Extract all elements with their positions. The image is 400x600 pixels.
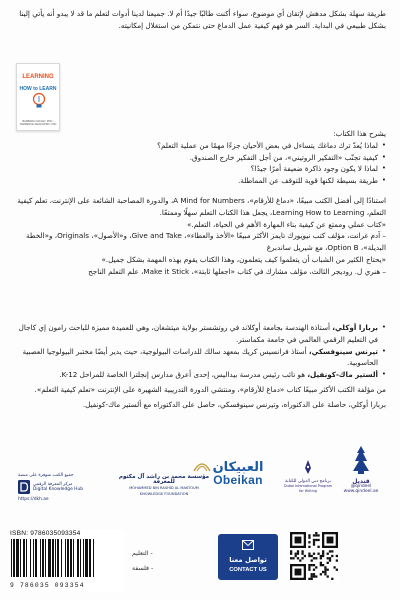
- barcode: [10, 530, 124, 592]
- intro-text: طريقة سهلة بشكل مدهش لإتقان أي موضوع، سواء أكنت طالبًا جيدًا أم لا. جميعنا لدينا أدوات لتعلم ما قد لا يبدو أنه يأتي إلينا بشكل طبيعي في البداية. السر هو فهم كيفية عمل الدماغ حتى نتمكن من استغلال إمكانيته.: [19, 9, 386, 30]
- mbrf-logo: مؤسسة محمد بن راشد آل مكتوم للمعرفة MOHAMMED BIN RASHID AL MAKTOUM KNOWLEDGE FOUNDATION: [118, 475, 210, 497]
- closing-text-1: من مؤلفة الكتب الأكثر مبيعًا كتاب «دماغ للأرقام»، ومنتشي الدورة التدريبية الشهيرة على الإنترنت «تعلم كيفية التعلم».: [34, 384, 386, 394]
- subject-tags: [132, 546, 153, 576]
- bio-name: تيرنس سينوفسكي،: [308, 346, 378, 356]
- cover-title: LEARNING: [22, 74, 54, 80]
- cover-authors: BARBARA OAKLEY, PhD • TERRENCE SEJNOWSKI, PhD: [19, 119, 57, 126]
- bio-sejnowski: [14, 346, 386, 370]
- questions-intro: يشرح هذا الكتاب:: [333, 129, 386, 138]
- bio-text: أستاذة الهندسة بجامعة أوكلاند في روتشستر بولاية ميتشغان، وهي للعميدة مميزة للباحث رامون إي كاجال في التعليم الرقمي العالمي في جامعة مكماستر.: [18, 323, 378, 344]
- dkh-icon: [18, 480, 30, 494]
- bio-text: أستاذ فرانسيس كريك بمعهد سالك للدراسات البيولوجية، حيث يدير أيضًا مختبر البيولوجيا العصبية الحاسوبية.: [22, 346, 378, 368]
- pen-emblem-icon: [299, 459, 317, 475]
- bios-list: [14, 322, 386, 381]
- contact-label-ar: تواصل معنا: [229, 556, 267, 564]
- question-item: • كيفية تجنّب «التفكير الروتيني»، من أجل التفكير خارج الصندوق.: [14, 152, 386, 164]
- quote-2: «يحتاج الكثير من الشباب أن يتعلموا كيف يتعلمون، وهذا الكتاب يقوم بهذه المهمة بشكل جميل.»: [101, 254, 386, 264]
- intro-paragraph: [14, 8, 386, 32]
- dubai-writing-program-logo: برنامج دبي الدولي للكتابة Dubai International Program for Writing: [282, 459, 334, 495]
- bio-text: هو نائب رئيس مدرسة بيداليس، إحدى أعرق مدارس إنجلترا الخاصة للمراحل K-12.: [59, 370, 308, 380]
- barcode-bars: [10, 539, 122, 577]
- qindeel-lamp-icon: [349, 445, 373, 475]
- book-cover-thumbnail: [16, 63, 60, 131]
- summary-section: [14, 195, 386, 278]
- bio-mcconville: [14, 369, 386, 381]
- questions-list: [14, 140, 386, 187]
- question-item: • لماذا يُعدّ ترك دماغك يتساءل في بعض الأحيان جزءًا مهمًا من عملية التعلم؟: [14, 140, 386, 152]
- publisher-logos: [10, 443, 390, 511]
- cover-subtitle: HOW to LEARN: [19, 86, 57, 92]
- contact-us-button[interactable]: [218, 534, 278, 580]
- closing-text-2: بربارا أوكلي، حاصلة على الدكتوراه، وتيرنس سينوفسكي، حاصل على الدكتوراه مع ألستير ماك-كونفيل.: [82, 399, 386, 409]
- obeikan-logo: العبيكان Obeikan: [212, 460, 264, 487]
- qindeel-logo: قنديل @qindeel www.qindeel.ae: [336, 445, 386, 495]
- qr-code[interactable]: [290, 532, 338, 580]
- mail-icon: [242, 540, 254, 550]
- bio-oakley: [14, 322, 386, 346]
- lightbulb-icon: [32, 92, 46, 110]
- contact-label-en: CONTACT US: [229, 567, 267, 573]
- quote-2-author: – هنري ل. روديجر الثالث، مؤلف مشارك في كتاب «اجعلها ثابتة»، Make it Stick، علم التعلم الناجح: [88, 266, 386, 276]
- ean-digits: 9 786035 093354: [10, 582, 85, 589]
- tag-education: - التعليم: [132, 550, 153, 557]
- isbn-label: ISBN: 9786035093354: [10, 530, 81, 537]
- summary-text: استنادًا إلى أفضل الكتب مبيعًا، «دماغ للأرقام»، A Mind for Numbers، والدورة المصاحبة الشائعة على الإنترنت، تعلم كيفية التعلم، Learning How to Learning، يجعل هذا الكتاب التعلم سهلًا وممتعًا.: [17, 196, 386, 217]
- bio-name: ألستير ماك-كونفيل،: [307, 370, 378, 380]
- question-item: • لماذا لا يكون وجود ذاكرة ضعيفة أمرًا جيدًا؟: [14, 163, 386, 175]
- bottom-strip: [0, 512, 400, 600]
- tag-philosophy: - فلسفة: [132, 565, 154, 572]
- qindeel-url[interactable]: www.qindeel.ae: [343, 489, 379, 495]
- quote-1-author: – آدم غرانت، مؤلف كتب نيويورك تايمز الأكثر مبيعًا «الأخذ والعطاء»، Give and Take، و«الأصول»، Originals، و«الخطة البديلة»، Option B، مع شيريل ساندبرغ: [26, 231, 386, 253]
- question-item: • طريقة بسيطة لكنها قوية للتوقف عن المماطلة.: [14, 175, 386, 187]
- dkh-url[interactable]: https://dkh.ae: [18, 497, 49, 503]
- author-bios: [14, 322, 386, 411]
- quote-1: «كتاب عملي وممتع عن كيفية بناء المهارة الأهم في الحياة، التعلم.»: [187, 219, 386, 229]
- qindeel-handle[interactable]: @qindeel: [350, 484, 372, 490]
- digital-knowledge-hub-logo: جميع الكتب متوفرة على منصة مركز المعرفة الرقمي Digital Knowledge Hub https://dkh.ae: [18, 473, 96, 502]
- bio-name: بربارا أوكلي،: [332, 323, 378, 332]
- questions-section: [14, 128, 386, 187]
